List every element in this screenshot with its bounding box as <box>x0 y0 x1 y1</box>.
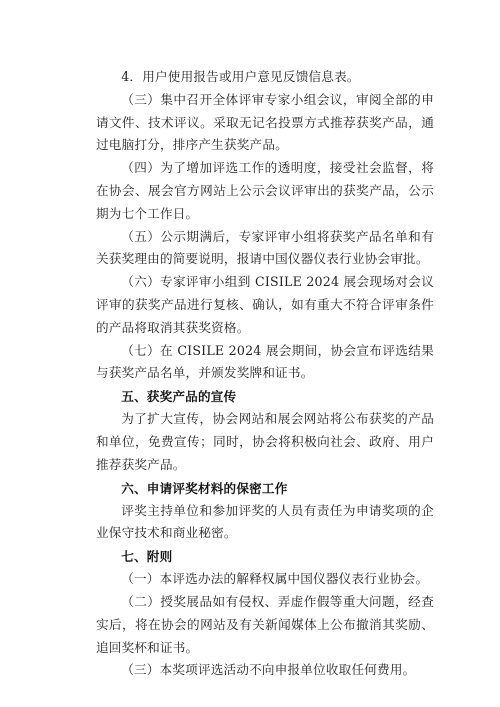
section-heading-appendix: 七、附则 <box>121 549 173 565</box>
paragraph-confidentiality: 评奖主持单位和参加评奖的人员有责任为申请奖项的企业保守技术和商业秘密。 <box>96 502 434 541</box>
paragraph-interpretation: （一）本评选办法的解释权属中国仪器仪表行业协会。 <box>121 571 429 587</box>
document-body <box>96 66 434 682</box>
paragraph-no-fee: （三）本奖项评选活动不向申报单位收取任何费用。 <box>121 662 416 678</box>
paragraph-revocation: （二）授奖展品如有侵权、弄虚作假等重大问题，经查实后，将在协会的网站及有关新闻媒体上公布撤消其奖励、追回奖杯和证书。 <box>96 593 434 655</box>
paragraph-user-report: 4．用户使用报告或用户意见反馈信息表。 <box>121 69 360 84</box>
paragraph-expert-meeting: （三）集中召开全体评审专家小组会议，审阅全部的申请文件、技术评议。采取无记名投票方式推荐获奖产品，通过电脑打分，排序产生获奖产品。 <box>96 91 434 153</box>
paragraph-transparency: （四）为了增加评选工作的透明度，接受社会监督，将在协会、展会官方网站上公示会议评审出的获奖产品，公示期为七个工作日。 <box>96 160 434 221</box>
section-heading-confidentiality: 六、申请评奖材料的保密工作 <box>121 480 288 496</box>
paragraph-announcement: （七）在 CISILE 2024 展会期间，协会宣布评选结果与获奖产品名单，并颁发奖牌和证书。 <box>96 342 434 381</box>
paragraph-publicity: 为了扩大宣传，协会网站和展会网站将公布获奖的产品和单位，免费宣传；同时，协会将积极向社会、政府、用户推荐获奖产品。 <box>96 411 434 472</box>
section-heading-publicity: 五、获奖产品的宣传 <box>121 389 237 405</box>
paragraph-approval: （五）公示期满后，专家评审小组将获奖产品名单和有关获奖理由的简要说明，报请中国仪器仪表行业协会审批。 <box>96 228 434 267</box>
paragraph-onsite-review: （六）专家评审小组到 CISILE 2024 展会现场对会议评审的获奖产品进行复核、确认，如有重大不符合评审条件的产品将取消其获奖资格。 <box>96 274 434 335</box>
